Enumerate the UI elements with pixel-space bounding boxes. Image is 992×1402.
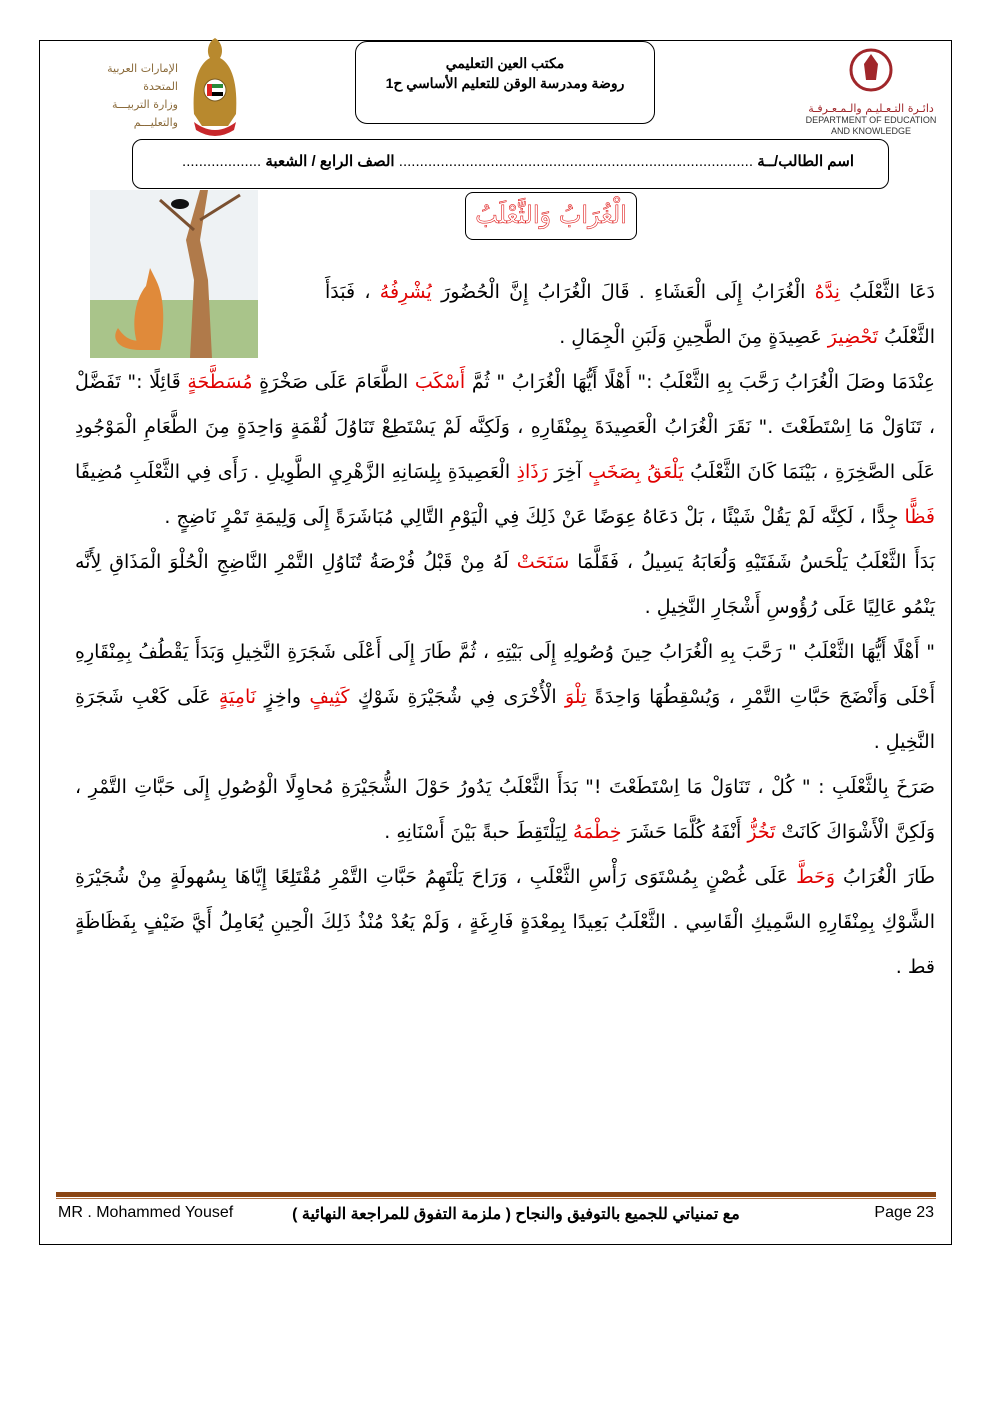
dept-name-en-2: AND KNOWLEDGE	[830, 126, 911, 136]
footer-rule-thin	[56, 1198, 936, 1199]
education-office: مكتب العين التعليمي	[445, 55, 565, 71]
text-segment: أَنْفَهُ كُلَّمَا حَشَرَ	[621, 821, 748, 843]
highlighted-word: نَامِيَةٍ	[218, 686, 257, 708]
highlighted-word: كَثِيفٍ	[309, 686, 350, 708]
text-segment: ، فَبَدَأَ الثَّعْلَبُ	[325, 281, 935, 348]
story-paragraph	[75, 360, 935, 540]
story-paragraph	[75, 855, 935, 990]
text-segment: الْأُخْرَى فِي شُجَيْرَةِ شَوْكٍ	[349, 686, 565, 708]
text-segment: صَرَخَ بِالثَّعْلَبِ : " كُلْ ، تَنَاوَلْ مَا اِسْتَطَعْتَ !" بَدَأَ الثَّعْلَبُ يَدُورُ حَوْلَ الشُّجَيْرَةِ مُحاوِلًا الْوُصُولِ إِلَى حَبَّاتِ التَّمْرِ ، وَلَكِنَّ الْأَشْوَاكَ كَانَتْ	[75, 776, 935, 843]
highlighted-word: يَلْعَقُ بِصَخَبٍ	[588, 461, 684, 483]
ministry-logo-text	[78, 60, 178, 132]
text-segment: الطَّعَامَ عَلَى صَخْرَةٍ	[252, 371, 415, 393]
text-segment: الْغُرَابُ إِلَى الْعَشَاءِ . قَالَ الْغُرَابُ إِنَّ الْحُضُورَ	[431, 281, 815, 303]
highlighted-word: نِدَّهُ	[814, 281, 840, 303]
highlighted-word: سَنَحَتْ	[516, 551, 570, 573]
text-segment: عِنْدَمَا وصَلَ الْغُرَابُ رَحَّبَ بِهِ الثَّعْلَبُ :" أَهْلًا أَيُّهَا الْغُرَابُ " ثُمَّ	[465, 371, 935, 393]
text-segment: جِدًّا ، لَكِنَّه لَمْ يَقُلْ شَيْئًا ، بَلْ دَعَاهُ عِوَضًا عَنْ ذَلِكَ فِي الْيَوْمِ التَّالِي مُبَاشَرَةً إِلَى وَلِيمَةِ تَمْرٍ نَاضِجٍ .	[164, 506, 905, 528]
story-paragraph	[75, 270, 935, 360]
story-paragraph	[75, 540, 935, 630]
dept-name-ar: دائـرة التـعـليـم والـمـعـرفـة	[808, 102, 934, 115]
text-segment: طَارَ الْغُرَابُ	[835, 866, 935, 888]
grade-label: الصف الرابع / الشعبة	[265, 153, 395, 170]
text-segment: الْعَصِيدَةِ بِلِسَانِهِ الزَّهْرِيِ الطَّوِيلِ . رَأَى فِي الثَّعْلَبِ مُضِيفًا	[75, 461, 517, 483]
text-segment: عَصِيدَةٍ مِنَ الطَّحِينِ وَلَبَنِ الْجِمَالِ .	[559, 326, 828, 348]
section-field[interactable]: ...................	[182, 153, 262, 170]
highlighted-word: يُشْرِفُهُ	[379, 281, 432, 303]
adek-emblem-icon	[848, 44, 894, 96]
story-body	[75, 270, 935, 990]
student-name-label: اسم الطالب/ــة	[757, 153, 854, 170]
highlighted-word: تَخُزُّ	[747, 821, 776, 843]
highlighted-word: وَحَطَّ	[796, 866, 836, 888]
student-info-box	[132, 139, 889, 189]
dept-name-en: DEPARTMENT OF EDUCATION	[805, 115, 937, 125]
text-segment: قَائِلًا :" تَفَضَّلْ ، تَنَاوَلْ مَا اِسْتَطَعْتَ ." نَقَرَ الْغُرَابُ الْعَصِيدَةَ بِمِنْقَارِهِ ، وَلَكِنَّه لَمْ يَسْتَطِعْ تَنَاوُلَ لُقْمَةٍ وَاحِدَةٍ مِنَ الطَّعَامِ الْمَوْجُودِ عَلَى الصَّخِرَةِ ، بَيْنَمَا كَانَ الثَّعْلَبُ	[75, 371, 935, 483]
footer-message: مع تمنياتي للجميع بالتوفيق والنجاح ( ملزمة التفوق للمراجعة النهائية )	[292, 1206, 740, 1223]
highlighted-word: أَسْكَبَ	[414, 371, 466, 393]
story-paragraph	[75, 765, 935, 855]
text-segment: " أَهْلًا أَيُّهَا الثَّعْلَبُ " رَحَّبَ بِهِ الْغُرَابُ حِينَ وُصُولِهِ إِلَى بَيْتِهِ ، ثُمَّ طَارَ إِلَى أَعْلَى شَجَرَةِ النَّخِيلِ وَبَدَأَ يَقْطُفُ بِمِنْقَارِهِ أَحْلَى وَأَنْضَجَ حَبَّاتِ التَّمْرِ ، وَيُسْقِطُهَا وَاحِدَةً	[75, 641, 935, 708]
text-segment: بَدَأَ الثَّعْلَبُ يَلْحَسُ شَفَتَيْهِ وَلُعَابَهُ يَسِيلُ ، فَقَلَّمَا	[569, 551, 935, 573]
story-title: الْغُرَابُ وَالثَّعْلَبُ	[465, 192, 637, 240]
highlighted-word: رَذَاذِ	[516, 461, 548, 483]
text-segment: عَلَى غُصْنٍ بِمُسْتَوَى رَأْسِ الثَّعْلَبِ ، وَرَاحَ يَلْتَهِمُ حَبَّاتِ التَّمْرِ مُقْتَلِعًا إِيَّاهَا بِسُهولَةٍ مِنْ شُجَيْرَةِ الشَّوْكِ بِمِنْقَارِهِ السَّمِيكِ الْقَاسِي . الثَّعْلَبُ بَعِيدًا بِمِعْدَةٍ فَارِغَةٍ ، وَلَمْ يَعُدْ مُنْذُ ذَلِكَ الْحِينِ يُعَامِلُ أَيَّ ضَيْفٍ بِفَظَاظَةٍ قط .	[75, 866, 935, 978]
highlighted-word: تِلْوَ	[564, 686, 587, 708]
text-segment: لَهُ مِنْ قَبْلُ فُرْصَةُ تُنَاوُلِ التَّمْرِ النَّاضِجِ الْحُلْوَ الْمَذَاقِ لِأَنَّه يَنْمُو عَالِيًا عَلَى رُؤُوسِ أَشْجَارِ النَّخِيلِ .	[75, 551, 935, 618]
page-number: Page 23	[874, 1204, 934, 1221]
text-segment: آخِرَ	[547, 461, 589, 483]
footer-rule	[56, 1192, 936, 1197]
uae-emblem-icon	[188, 34, 242, 138]
story-paragraph	[75, 630, 935, 765]
ministry-name: الإمارات العربية المتحدة	[107, 62, 178, 93]
highlighted-word: مُسَطَّحَةٍ	[187, 371, 253, 393]
dek-logo	[796, 44, 946, 137]
highlighted-word: فَظًّا	[904, 506, 935, 528]
highlighted-word: تَحْضِيرَ	[827, 326, 879, 348]
ministry-subname: وزارة التربيـــة والتعليـــم	[112, 98, 178, 129]
text-segment: واخِزٍ	[256, 686, 310, 708]
author-name: MR . Mohammed Yousef	[58, 1204, 234, 1221]
text-segment: لِيَلْتَقِطَ حبةً بَيْنَ أَسْنَانِهِ .	[384, 821, 574, 843]
highlighted-word: خِطْمَهُ	[573, 821, 622, 843]
student-name-field[interactable]: .....................................................................................	[398, 153, 754, 170]
text-segment: دَعَا الثَّعْلَبُ	[839, 281, 935, 303]
school-name: روضة ومدرسة الوقن للتعليم الأساسي ح1	[385, 75, 625, 91]
school-header-box	[355, 41, 655, 124]
text-segment: عَلَى كَعْبِ شَجَرَةِ النَّخِيلِ .	[75, 686, 935, 753]
